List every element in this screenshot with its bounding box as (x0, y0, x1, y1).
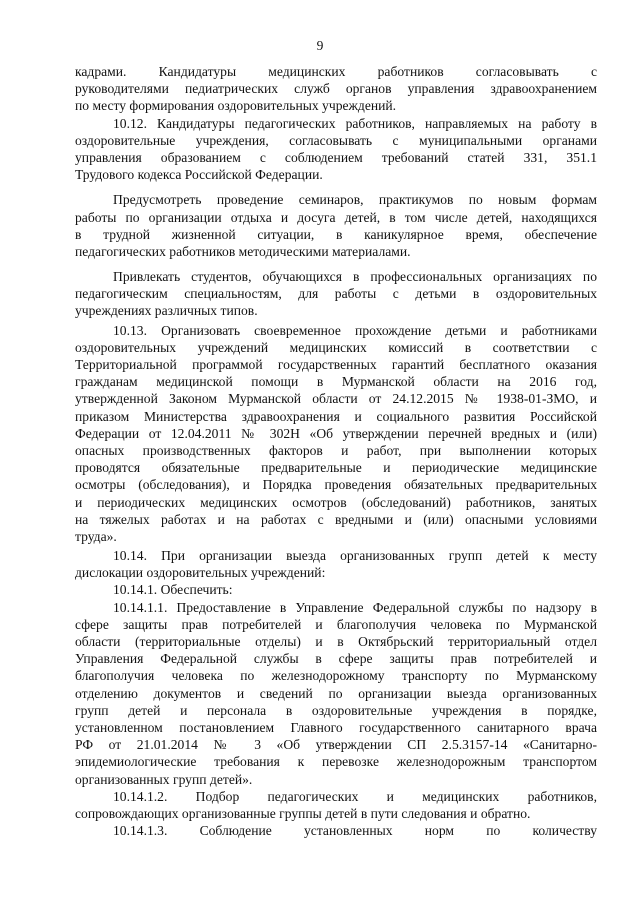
text-line: гражданам медицинской помощи в Мурманской области на 2016 год, (75, 374, 597, 390)
text-line: 10.14.1.1. Предоставление в Управление Федеральной службы по надзору в (113, 599, 597, 615)
paragraph-10-14 (75, 547, 597, 581)
text-line: сопровождающих организованные группы детей в пути следования и обратно. (75, 805, 531, 821)
text-line: в трудной жизненной ситуации, в каникулярное время, обеспечение (75, 226, 597, 242)
text-line: оздоровительных учреждений медицинских комиссий в соответствии с (75, 339, 597, 355)
text-line: на тяжелых работах и на работах с вредными и (или) опасными условиями (75, 511, 597, 527)
text-line: проводятся обязательные предварительные и периодические медицинские (75, 460, 597, 476)
text-line: Управления Федеральной службы в сфере защиты прав потребителей и (75, 651, 597, 667)
text-line: 10.13. Организовать своевременное прохождение детьми и работниками (113, 322, 597, 338)
text-line: руководителями педиатрических служб органов управления здравоохранением (75, 81, 597, 97)
text-line: осмотры (обследования), и Порядка проведения обязательных предварительных (75, 477, 597, 493)
text-line: кадрами. Кандидатуры медицинских работников согласовывать с (75, 64, 597, 79)
text-line: работы по организации отдыха и досуга детей, в том числе детей, находящихся (75, 209, 597, 225)
page-number: 9 (316, 38, 324, 53)
text-line: отделению документов и сведений по организации выезда организованных (75, 685, 597, 701)
text-line: педагогическим специальностям, для работы с детьми в оздоровительных (75, 286, 597, 302)
text-line: организованных групп детей». (75, 771, 253, 787)
text-line: эпидемиологические требования к перевозке железнодорожным транспортом (75, 754, 597, 770)
paragraph-continuation (75, 63, 597, 115)
text-line: области (территориальные отделы) и в Октябрьский территориальный отдел (75, 634, 597, 649)
paragraph-seminars (75, 191, 597, 260)
text-line: учреждениях различных типов. (75, 303, 258, 319)
text-line: 10.14.1.2. Подбор педагогических и медицинских работников, (113, 788, 597, 804)
text-line: установленном постановлением Главного государственного санитарного врача (75, 719, 597, 735)
text-line: управления образованием с соблюдением требований статей 331, 351.1 (75, 149, 597, 165)
text-line: по месту формирования оздоровительных учреждений. (75, 98, 397, 114)
text-line: дислокации оздоровительных учреждений: (75, 565, 326, 581)
text-line: 10.14.1.3. Соблюдение установленных норм по количеству (113, 823, 597, 839)
text-line: опасных производственных факторов и работ, при выполнении которых (75, 442, 597, 458)
paragraph-10-13 (75, 322, 597, 545)
text-line: утвержденной Законом Мурманской области от 24.12.2015 № 1938-01-ЗМО, и (75, 391, 597, 407)
text-line: сфере защиты прав потребителей и благополучия человека по Мурманской (75, 616, 597, 632)
text-line: оздоровительные учреждения, согласовывать с муниципальными органами (75, 132, 597, 148)
text-line: приказом Министерства здравоохранения и социального развития Российской (75, 408, 597, 424)
text-line: Трудового кодекса Российской Федерации. (75, 167, 323, 183)
text-line: Федерации от 12.04.2011 № 302Н «Об утверждении перечней вредных и (или) (75, 425, 597, 441)
text-line: педагогических работников методическими материалами. (75, 243, 411, 259)
paragraph-10-14-1 (75, 581, 597, 598)
paragraph-10-14-1-1 (75, 599, 597, 788)
text-line: групп детей и персонала в оздоровительные учреждения в порядке, (75, 702, 597, 718)
paragraph-students (75, 268, 597, 320)
text-line: 10.12. Кандидатуры педагогических работников, направляемых на работу в (113, 115, 597, 131)
text-line: и периодических медицинских осмотров (обследований) работников, занятых (75, 494, 597, 510)
text-line: Территориальной программой государственных гарантий бесплатного оказания (75, 357, 597, 372)
text-line: Предусмотреть проведение семинаров, практикумов по новым формам (113, 192, 597, 208)
paragraph-10-12 (75, 115, 597, 184)
text-line: Привлекать студентов, обучающихся в профессиональных организациях по (113, 269, 597, 285)
paragraph-10-14-1-3 (75, 822, 597, 839)
text-line: благополучия человека по железнодорожному транспорту по Мурманскому (75, 668, 597, 684)
text-line: 10.14.1. Обеспечить: (113, 582, 233, 598)
text-line: РФ от 21.01.2014 № 3 «Об утверждении СП 2.5.3157-14 «Санитарно- (75, 737, 597, 753)
text-line: 10.14. При организации выезда организованных групп детей к месту (113, 548, 597, 564)
paragraph-10-14-1-2 (75, 788, 597, 822)
text-line: труда». (75, 528, 117, 544)
document-body (75, 63, 597, 839)
